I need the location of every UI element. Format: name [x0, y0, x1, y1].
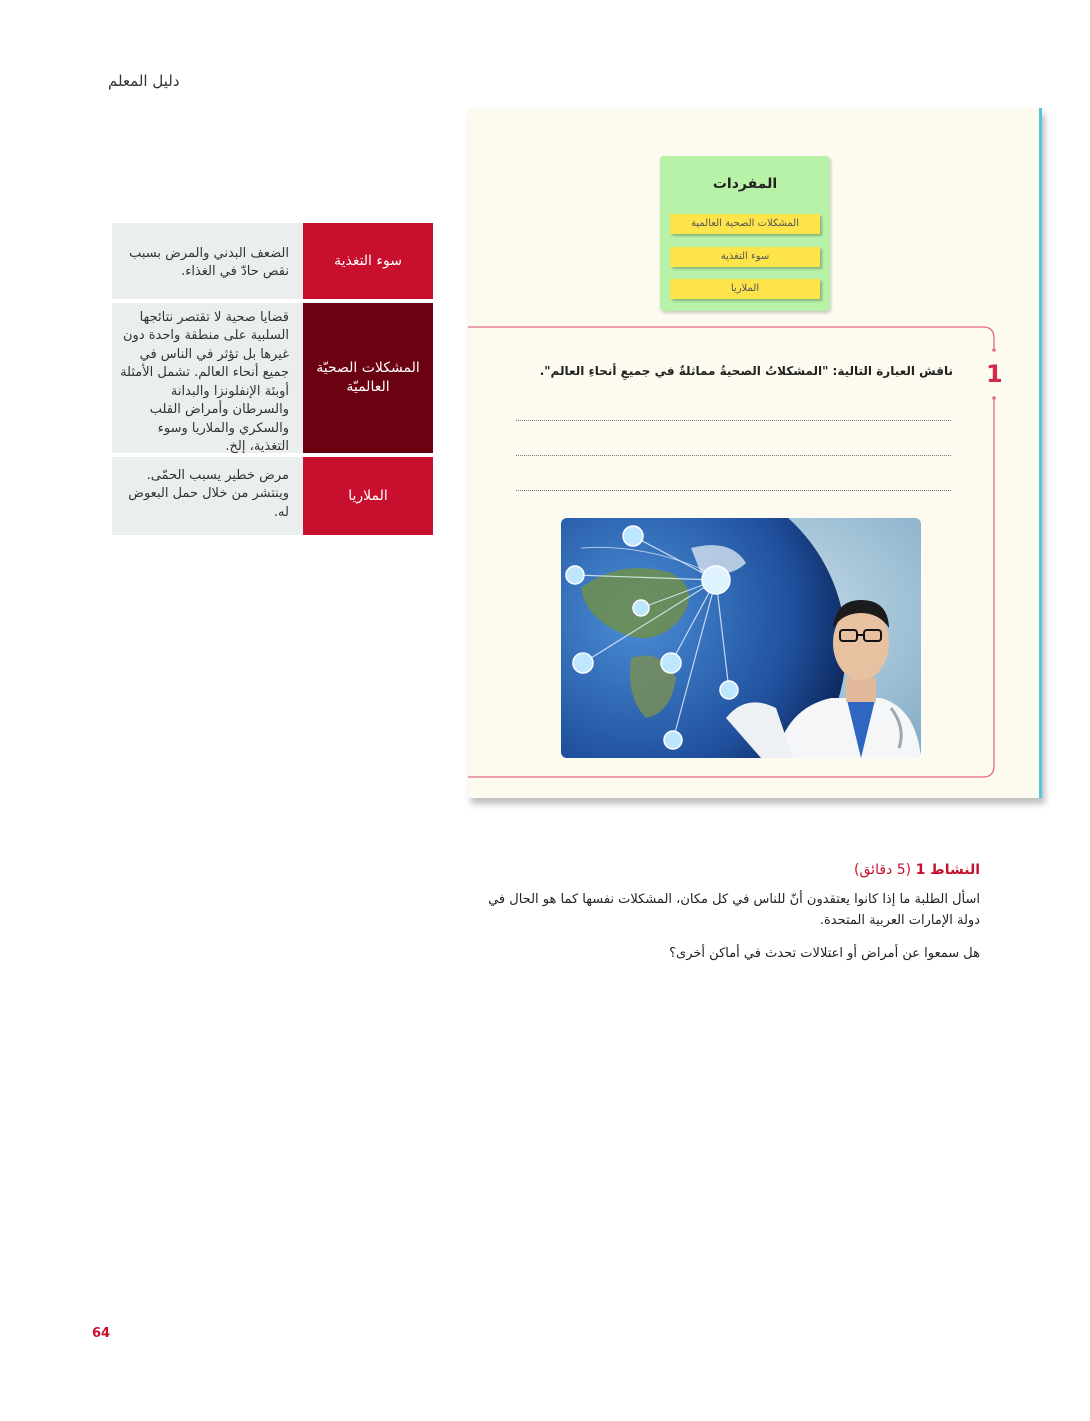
vocabulary-item: المشكلات الصحية العالمية — [670, 214, 820, 234]
answer-line — [516, 490, 951, 491]
glossary-row — [112, 303, 433, 453]
vocabulary-box — [660, 156, 830, 311]
glossary-table — [112, 223, 433, 539]
doctor-globe-photo — [561, 518, 921, 758]
answer-line — [516, 420, 951, 421]
glossary-term: الملاريا — [303, 457, 433, 535]
vocabulary-item: الملاريا — [670, 279, 820, 299]
page-header-title: دليل المعلم — [108, 72, 180, 90]
glossary-definition: الضعف البدني والمرض بسبب نقص حادّ في الغذاء. — [112, 223, 303, 299]
glossary-term: المشكلات الصحيّة العالميّة — [303, 303, 433, 453]
glossary-row — [112, 223, 433, 299]
panel-edge-strip — [1039, 108, 1042, 798]
glossary-definition: قضايا صحية لا تقتصر نتائجها السلبية على منطقة واحدة دون غيرها بل تؤثر في الناس في جميع أنحاء العالم. تشمل الأمثلة أوبئة الإنفلونزا والبدانة والسرطان وأمراض القلب والسكري والملاريا وسوء التغذية، إلخ. — [112, 303, 303, 453]
question-number: 1 — [986, 360, 1003, 388]
answer-line — [516, 455, 951, 456]
activity-duration: (5 دقائق) — [854, 862, 912, 878]
textbook-page-scan — [468, 108, 1042, 798]
glossary-definition: مرض خطير يسبب الحمّى. وينتشر من خلال حمل البعوض له. — [112, 457, 303, 535]
question-text: ناقش العبارة التالية: "المشكلاتُ الصحيةُ مماثلةٌ في جميعِ أنحاءِ العالم". — [539, 364, 953, 378]
vocabulary-title: المفردات — [712, 176, 778, 192]
activity-heading — [854, 862, 980, 878]
activity-title: النشاط 1 — [915, 862, 980, 878]
page-number: 64 — [92, 1326, 111, 1341]
activity-paragraph: هل سمعوا عن أمراض أو اعتلالات تحدث في أماكن أخرى؟ — [669, 946, 980, 961]
vocabulary-item: سوء التغذية — [670, 247, 820, 267]
glossary-term: سوء التغذية — [303, 223, 433, 299]
glossary-row — [112, 457, 433, 535]
activity-paragraph: اسأل الطلبة ما إذا كانوا يعتقدون أنّ للناس في كل مكان، المشكلات نفسها كما هو الحال في دولة الإمارات العربية المتحدة. — [488, 892, 980, 928]
